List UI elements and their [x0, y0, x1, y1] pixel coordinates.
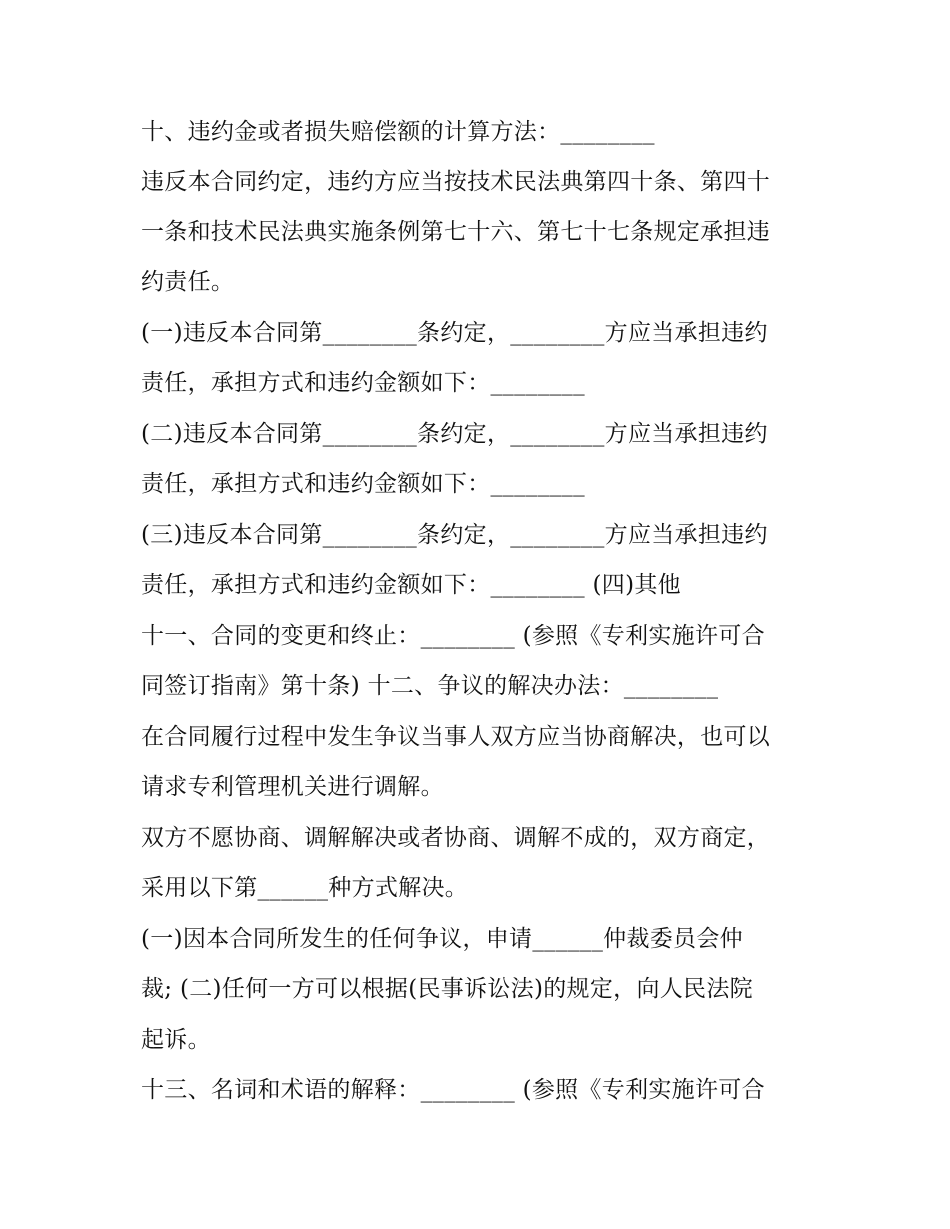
section-12-heading: 同签订指南》第十条) 十二、争议的解决办法：________	[141, 673, 719, 699]
clause-item-2: (二)违反本合同第________条约定，________方应当承担违约	[141, 421, 768, 447]
clause-item-1: (一)违反本合同第________条约定，________方应当承担违约	[141, 320, 768, 346]
paragraph-line: 责任，承担方式和违约金额如下：________ (四)其他	[141, 572, 681, 598]
paragraph-line: 双方不愿协商、调解解决或者协商、调解不成的，双方商定，	[141, 825, 771, 851]
dispute-option-2: 裁; (二)任何一方可以根据(民事诉讼法)的规定，向人民法院	[141, 976, 753, 1002]
section-11-heading: 十一、合同的变更和终止：________ (参照《专利实施许可合	[141, 623, 765, 649]
paragraph-line: 违反本合同约定，违约方应当按技术民法典第四十条、第四十	[141, 169, 771, 195]
dispute-option-1: (一)因本合同所发生的任何争议，申请______仲裁委员会仲	[141, 926, 743, 952]
paragraph-line: 起诉。	[141, 1027, 211, 1053]
paragraph-line: 在合同履行过程中发生争议当事人双方应当协商解决，也可以	[141, 724, 771, 750]
paragraph-line: 一条和技术民法典实施条例第七十六、第七十七条规定承担违	[141, 219, 771, 245]
paragraph-line: 采用以下第______种方式解决。	[141, 875, 469, 901]
section-13-heading: 十三、名词和术语的解释：________ (参照《专利实施许可合	[141, 1077, 765, 1103]
paragraph-line: 请求专利管理机关进行调解。	[141, 774, 444, 800]
paragraph-line: 责任，承担方式和违约金额如下：________	[141, 471, 585, 497]
clause-item-3: (三)违反本合同第________条约定，________方应当承担违约	[141, 522, 768, 548]
paragraph-line: 约责任。	[141, 269, 235, 295]
section-10-heading: 十、违约金或者损失赔偿额的计算方法：________	[141, 119, 655, 145]
paragraph-line: 责任，承担方式和违约金额如下：________	[141, 370, 585, 396]
